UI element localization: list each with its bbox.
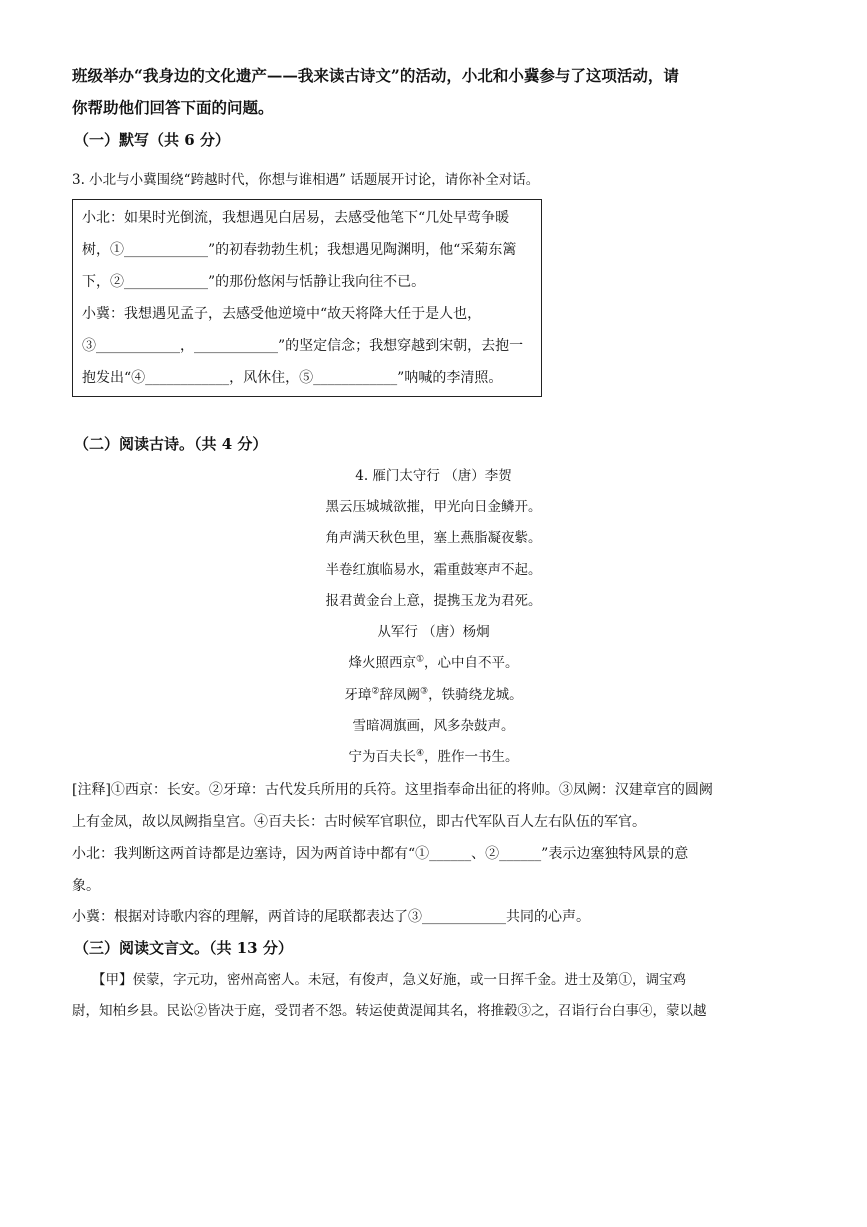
poem-1-line: 报君黄金台上意，提携玉龙为君死。 bbox=[325, 593, 542, 609]
dialogue-line: 树，①____________”的初春勃勃生机；我想遇见陶渊明，他“采菊东篱 bbox=[82, 242, 517, 258]
notes-line-2: 上有金凤，故以凤阙指皇宫。④百夫长：古时候军官职位，即古代军队百人左右队伍的军官。 bbox=[72, 814, 646, 830]
poem-2-line-4 bbox=[0, 747, 867, 767]
xiaobei-line-1: 小北：我判断这两首诗都是边塞诗，因为两首诗中都有“①______、②______”表示边塞独特风景的意 bbox=[72, 846, 689, 862]
poem-2-heading: 从军行 （唐）杨炯 bbox=[377, 624, 490, 640]
dialogue-line: 小北：如果时光倒流，我想遇见白居易，去感受他笔下“几处早莺争暖 bbox=[82, 210, 510, 226]
footnote-marker: ① bbox=[415, 654, 425, 665]
footnote-marker: ③ bbox=[420, 686, 429, 697]
poem-1-line: 半卷红旗临易水，霜重鼓寒声不起。 bbox=[325, 562, 542, 578]
poem-text: ，心中自不平。 bbox=[424, 655, 519, 671]
footnote-marker: ④ bbox=[415, 748, 425, 759]
poem-2-line-3: 雪暗凋旗画，风多杂鼓声。 bbox=[352, 718, 515, 734]
poem-1-line: 黑云压城城欲摧，甲光向日金鳞开。 bbox=[325, 499, 542, 515]
xiaoji-line: 小冀：根据对诗歌内容的理解，两首诗的尾联都表达了③____________共同的心声。 bbox=[72, 909, 590, 925]
dialogue-line: 小冀：我想遇见孟子，去感受他逆境中“故天将降大任于是人也， bbox=[82, 306, 482, 322]
poem-text: 牙璋 bbox=[344, 687, 372, 703]
poem-1-line: 角声满天秋色里，塞上燕脂凝夜紫。 bbox=[325, 530, 542, 546]
poem-text: ，铁骑绕龙城。 bbox=[428, 687, 523, 703]
section-1-title: （一）默写（共 6 分） bbox=[74, 131, 230, 149]
poem-2-line-2 bbox=[0, 685, 867, 705]
poem-text: 宁为百夫长 bbox=[348, 749, 416, 765]
poem-1-heading: 4. 雁门太守行 （唐）李贺 bbox=[355, 468, 512, 484]
intro-line-1: 班级举办“我身边的文化遗产——我来读古诗文”的活动，小北和小冀参与了这项活动，请 bbox=[72, 66, 679, 85]
classical-text-line-2: 尉，知柏乡县。民讼②皆决于庭，受罚者不怨。转运使黄湜闻其名，将推毂③之，召诣行台白事④，蒙以越 bbox=[72, 1003, 707, 1019]
section-2-title: （二）阅读古诗。（共 4 分） bbox=[74, 435, 268, 453]
notes-line-1: [注释]①西京：长安。②牙璋：古代发兵所用的兵符。这里指奉命出征的将帅。③凤阙：汉建章宫的圆阙 bbox=[72, 782, 713, 798]
poem-text: 辞凤阙 bbox=[379, 687, 420, 703]
section-3-title: （三）阅读文言文。（共 13 分） bbox=[74, 939, 293, 957]
poem-2-line-1 bbox=[0, 653, 867, 673]
xiaobei-line-2: 象。 bbox=[72, 878, 100, 894]
footnote-marker: ② bbox=[371, 686, 380, 697]
classical-text-line-1: 【甲】侯蒙，字元功，密州高密人。未冠，有俊声，急义好施，或一日挥千金。进士及第①，调宝鸡 bbox=[92, 972, 686, 988]
poem-text: 烽火照西京 bbox=[348, 655, 416, 671]
poem-text: ，胜作一书生。 bbox=[424, 749, 519, 765]
dialogue-line: 抱发出“④____________，风休住，⑤____________”呐喊的李清照。 bbox=[82, 370, 503, 386]
dialogue-box bbox=[72, 199, 542, 397]
dialogue-line: 下，②____________”的那份悠闲与恬静让我向往不已。 bbox=[82, 274, 426, 290]
dialogue-line: ③____________，____________”的坚定信念；我想穿越到宋朝，去抱一 bbox=[82, 338, 524, 354]
question-3: 3. 小北与小冀围绕“跨越时代，你想与谁相遇” 话题展开讨论，请你补全对话。 bbox=[72, 172, 540, 188]
intro-line-2: 你帮助他们回答下面的问题。 bbox=[72, 98, 274, 117]
